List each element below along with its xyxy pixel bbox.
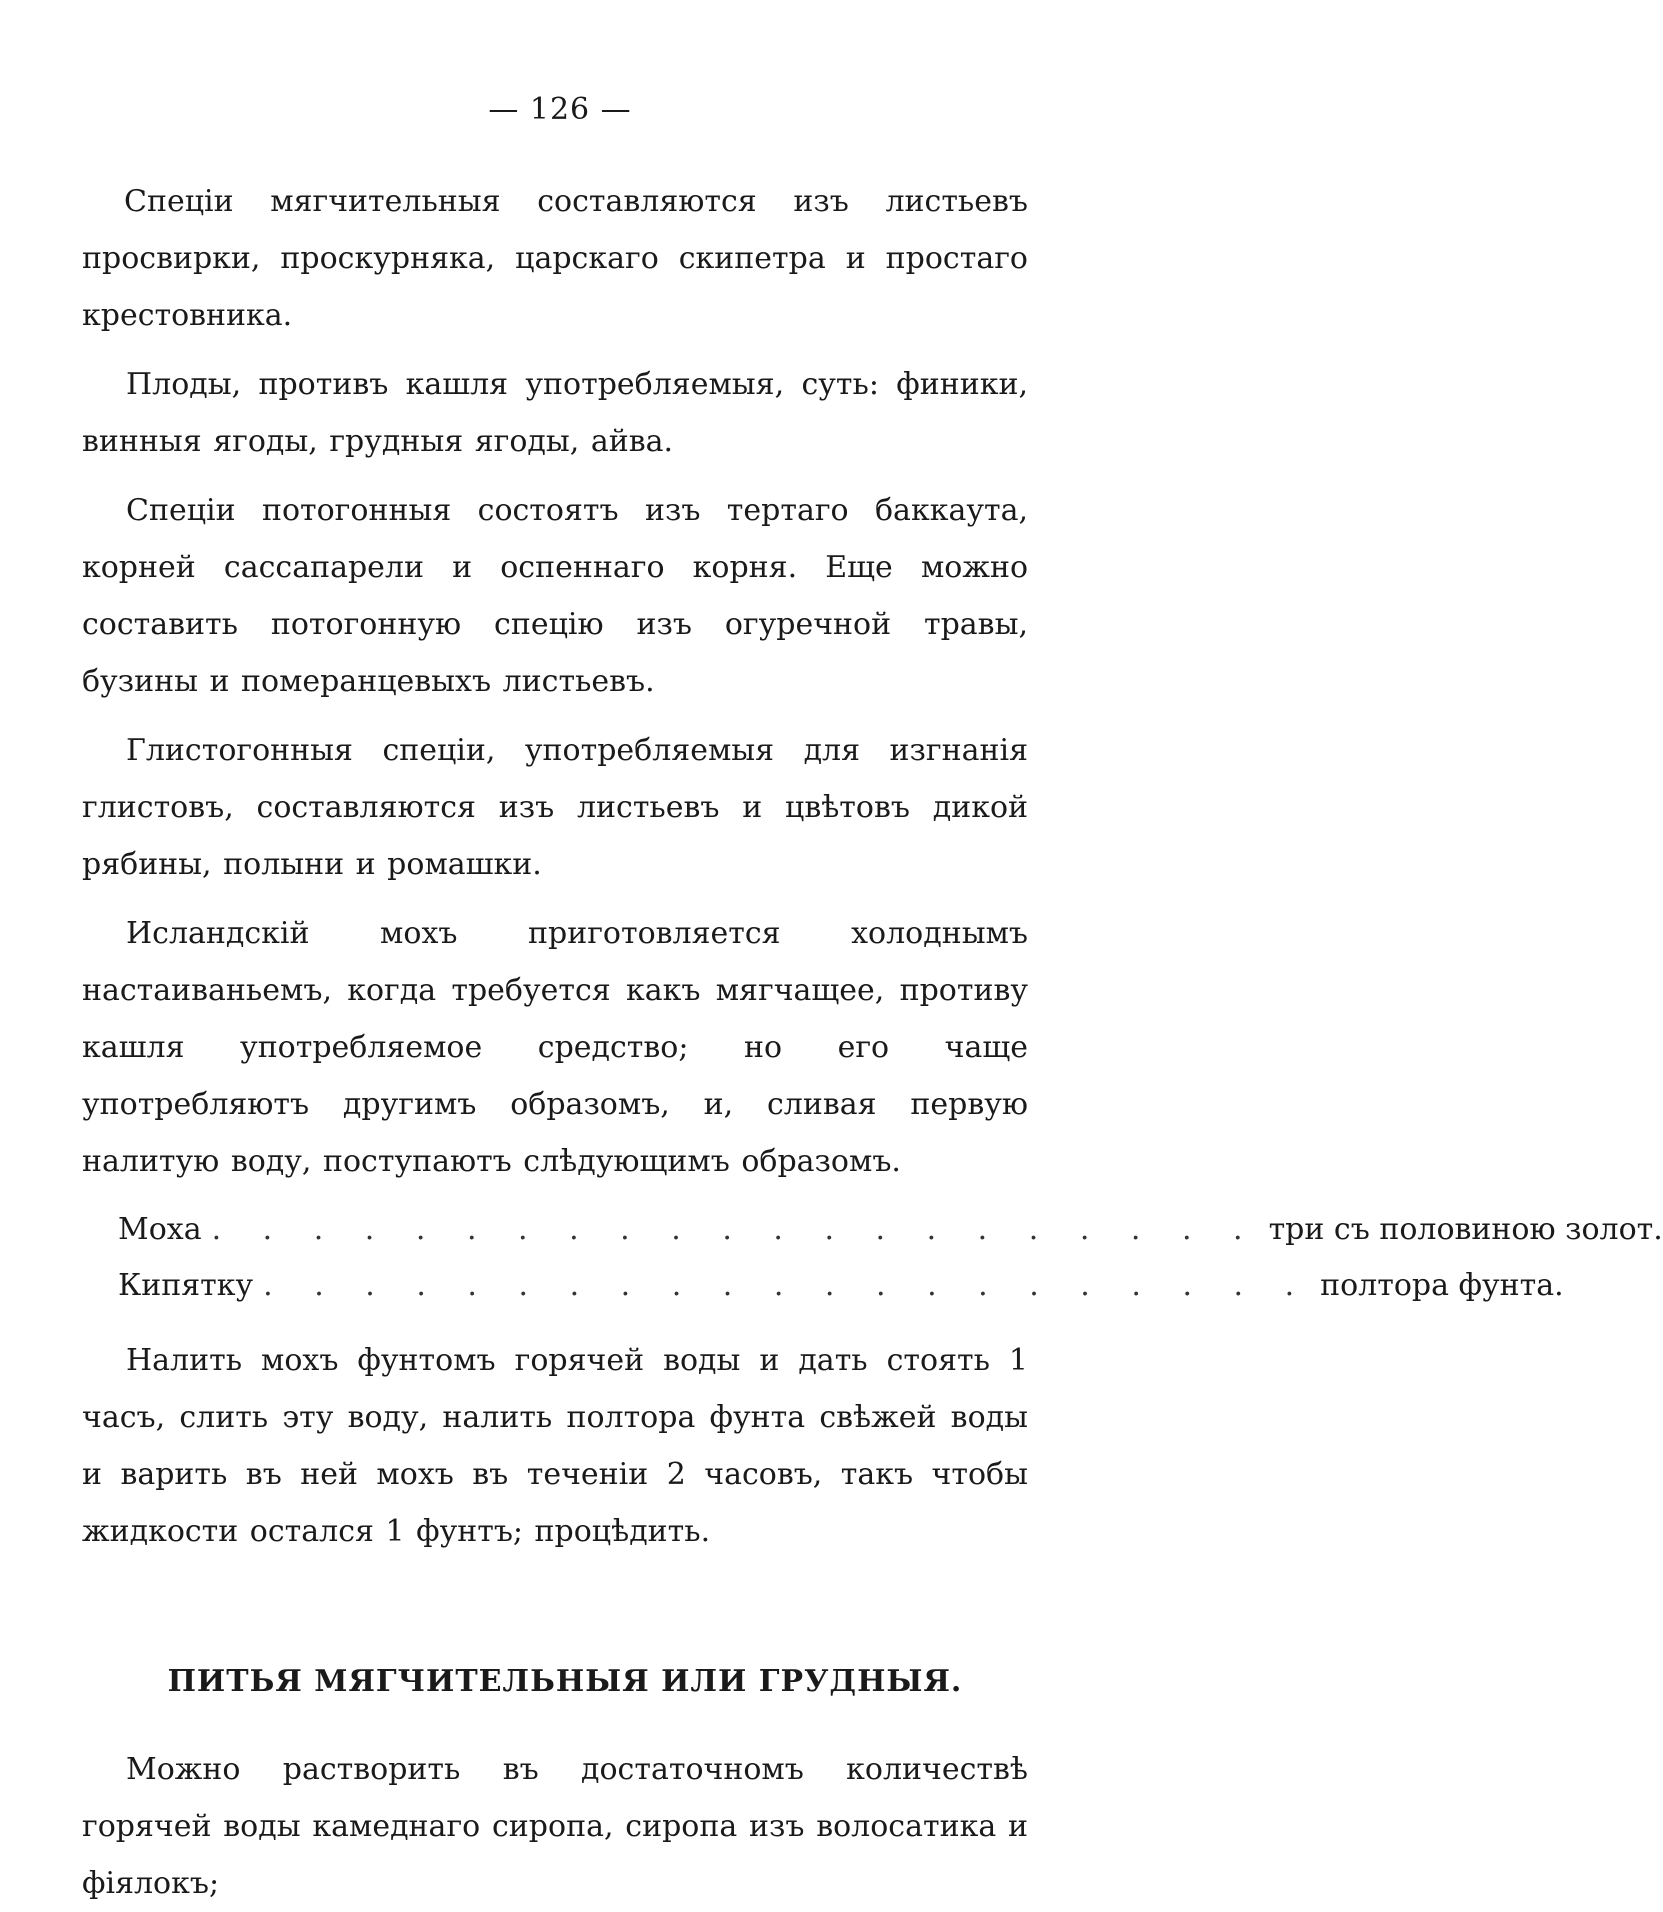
section-heading: ПИТЬЯ МЯГЧИТЕЛЬНЫЯ ИЛИ ГРУДНЫЯ.	[167, 1664, 963, 1699]
paragraph-chest-drinks: Можно растворить въ достаточномъ количествѣ горячей воды камеднаго сиропа, сиропа изъ волосатика и фіялокъ;	[82, 1752, 1028, 1901]
recipe-item: Моха	[118, 1212, 202, 1247]
paragraph-icelandic-moss: Исландскій мохъ приготовляется холоднымъ настаиваньемъ, когда требуется какъ мягчащее, противу кашля употребляемое средство; но его чаще употребляютъ другимъ образомъ, и, сливая первую налитую воду, поступаютъ слѣдующимъ образомъ.	[82, 916, 1028, 1179]
paragraph-sudorific-species: Спеціи потогонныя состоятъ изъ тертаго баккаута, корней сассапарели и оспеннаго корня. Еще можно составить потогонную спецію изъ огуречной травы, бузины и померанцевыхъ листьевъ.	[82, 493, 1028, 699]
dot-leader: . . . . . . . . . . . . . . . . . . . . .	[263, 1268, 1311, 1303]
page-number: — 126 —	[488, 92, 632, 127]
dot-leader: . . . . . . . . . . . . . . . . . . . . .	[211, 1212, 1259, 1247]
paragraph-anthelmintic-species: Глистогонныя спеціи, употребляемыя для изгнанія глистовъ, составляются изъ листьевъ и цвѣтовъ дикой рябины, полыни и ромашки.	[82, 733, 1028, 882]
recipe-row	[118, 1258, 1564, 1314]
recipe-item: Кипятку	[118, 1268, 254, 1303]
recipe-list	[82, 1202, 1663, 1314]
recipe-row	[118, 1202, 1663, 1258]
paragraph-moss-preparation: Налить мохъ фунтомъ горячей воды и дать стоять 1 часъ, слить эту воду, налить полтора фунта свѣжей воды и варить въ ней мохъ въ теченіи 2 часовъ, такъ чтобы жидкости остался 1 фунтъ; процѣдить.	[82, 1343, 1028, 1549]
recipe-amount: полтора фунта.	[1320, 1268, 1564, 1303]
recipe-amount: три съ половиною золот.	[1268, 1212, 1663, 1247]
paragraph-fruits-against-cough: Плоды, противъ кашля употребляемыя, суть: финики, винныя ягоды, грудныя ягоды, айва.	[82, 367, 1028, 459]
paragraph-emollient-species: Спеціи мягчительныя составляются изъ листьевъ просвирки, проскурняка, царскаго скипетра и простаго крестовника.	[82, 184, 1028, 333]
